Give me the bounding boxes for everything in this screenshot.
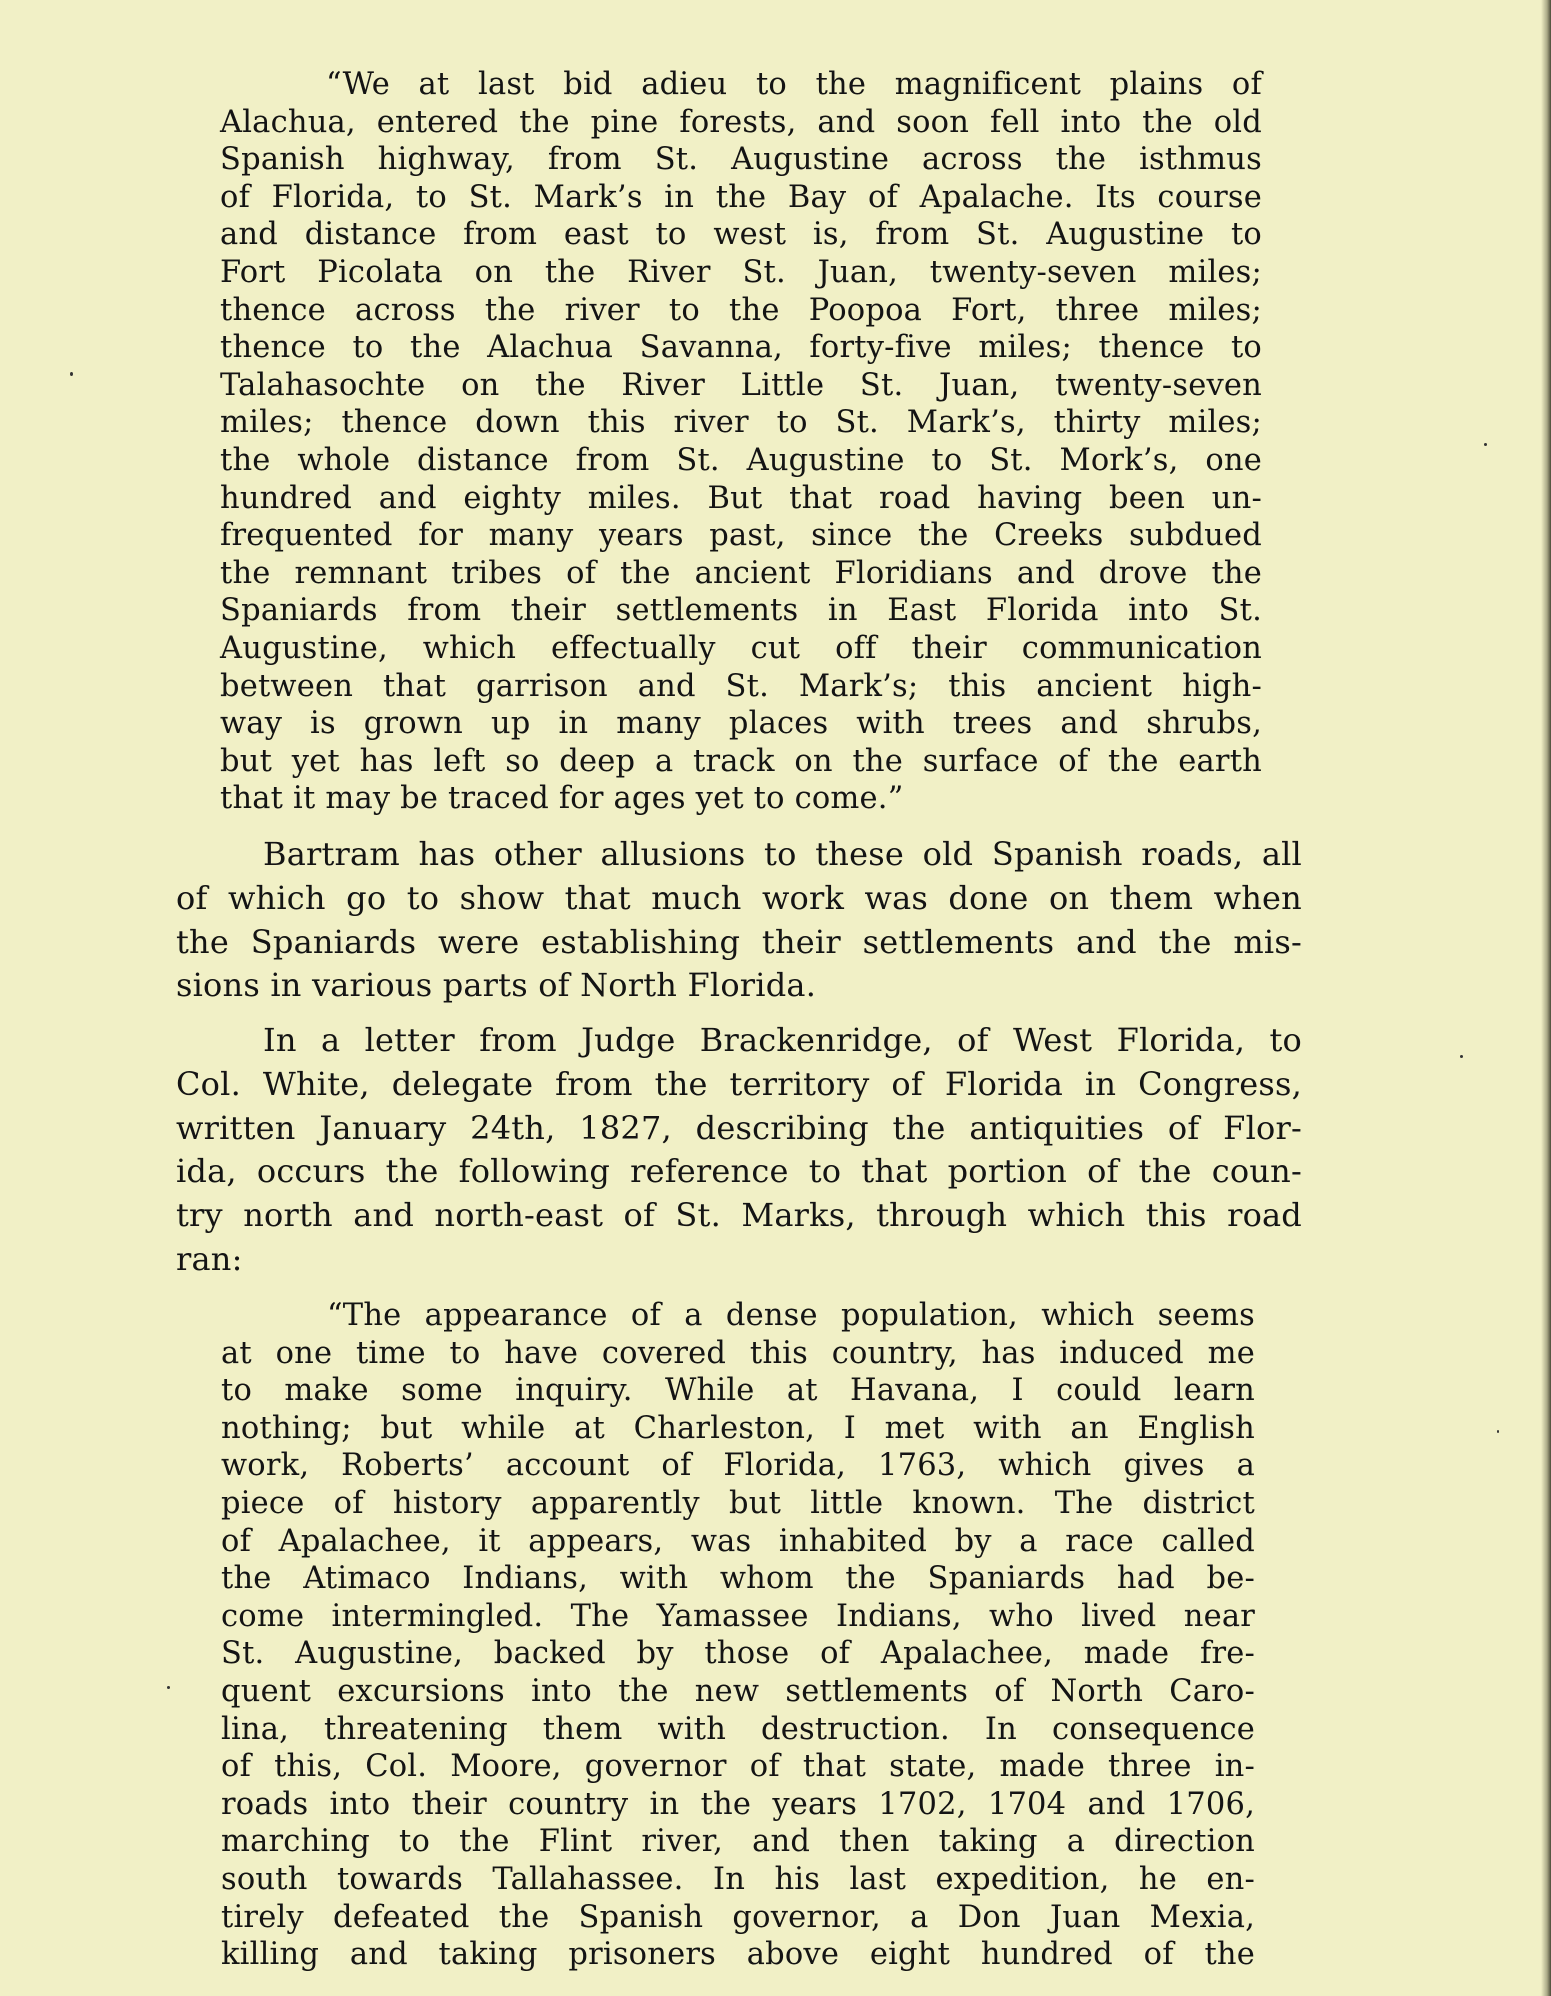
text-line: work, Roberts’ account of Florida, 1763, which gives a — [221, 1448, 1255, 1484]
scan-speck — [70, 372, 73, 376]
paragraph-brackenridge-letter — [176, 1019, 1302, 1282]
text-line: between that garrison and St. Mark’s; this ancient high- — [220, 668, 1262, 704]
text-line: Spaniards from their settlements in East Florida into St. — [220, 593, 1262, 629]
text-line: Col. White, delegate from the territory of Florida in Congress, — [176, 1064, 1302, 1103]
text-line: frequented for many years past, since the Creeks subdued — [220, 518, 1262, 554]
text-line: “We at last bid adieu to the magnificent plains of — [326, 67, 1262, 102]
text-line: In a letter from Judge Brackenridge, of West Florida, to — [263, 1021, 1302, 1059]
text-line: hundred and eighty miles. But that road having been un- — [220, 480, 1262, 516]
text-line: St. Augustine, backed by those of Apalachee, made fre- — [221, 1636, 1255, 1672]
text-line: the Spaniards were establishing their settlements and the mis- — [176, 922, 1302, 961]
text-line: that it may be traced for ages yet to come.” — [220, 781, 904, 817]
text-line: of this, Col. Moore, governor of that state, made three in- — [221, 1749, 1255, 1785]
text-line: to make some inquiry. While at Havana, I could learn — [221, 1373, 1255, 1409]
text-line: at one time to have covered this country, has induced me — [221, 1335, 1255, 1371]
scan-speck — [1497, 1430, 1499, 1433]
text-line: “The appearance of a dense population, which seems — [327, 1298, 1255, 1333]
text-line: roads into their country in the years 1702, 1704 and 1706, — [221, 1786, 1255, 1822]
scan-speck — [1460, 1055, 1463, 1058]
text-line: killing and taking prisoners above eight hundred of the — [221, 1937, 1255, 1973]
text-line: thence to the Alachua Savanna, forty-five miles; thence to — [220, 330, 1262, 366]
text-line: tirely defeated the Spanish governor, a Don Juan Mexia, — [221, 1899, 1255, 1935]
text-line: piece of history apparently but little known. The district — [221, 1485, 1255, 1521]
text-line: nothing; but while at Charleston, I met with an English — [221, 1410, 1255, 1446]
text-line: Alachua, entered the pine forests, and soon fell into the old — [220, 104, 1262, 140]
text-line: Talahasochte on the River Little St. Juan, twenty-seven — [220, 367, 1262, 403]
scan-speck — [1484, 443, 1487, 446]
text-line: Augustine, which effectually cut off their communication — [220, 630, 1262, 666]
text-line: quent excursions into the new settlements of North Caro- — [221, 1673, 1255, 1709]
text-line: come intermingled. The Yamassee Indians, who lived near — [221, 1598, 1255, 1634]
text-line: of which go to show that much work was done on them when — [176, 878, 1302, 917]
text-line: thence across the river to the Poopoa Fort, three miles; — [220, 292, 1262, 328]
text-line: way is grown up in many places with trees and shrubs, — [220, 706, 1262, 742]
page-edge-shadow — [1541, 0, 1551, 1996]
text-line: ran: — [176, 1239, 243, 1278]
text-line: miles; thence down this river to St. Mark’s, thirty miles; — [220, 405, 1262, 441]
block-quote-brackenridge — [221, 1297, 1255, 1974]
text-line: written January 24th, 1827, describing the antiquities of Flor- — [176, 1108, 1302, 1147]
text-line: try north and north-east of St. Marks, through which this road — [176, 1196, 1302, 1235]
scan-speck — [167, 1686, 170, 1689]
paragraph-bartram-roads — [176, 833, 1302, 1008]
text-line: south towards Tallahassee. In his last expedition, he en- — [221, 1861, 1255, 1897]
text-line: and distance from east to west is, from St. Augustine to — [220, 217, 1262, 253]
block-quote-bartram — [220, 66, 1262, 818]
text-line: but yet has left so deep a track on the surface of the earth — [220, 743, 1262, 779]
text-line: sions in various parts of North Florida. — [176, 966, 817, 1005]
text-line: the Atimaco Indians, with whom the Spaniards had be- — [221, 1561, 1255, 1597]
text-line: of Florida, to St. Mark’s in the Bay of Apalache. Its course — [220, 179, 1262, 215]
text-line: Spanish highway, from St. Augustine across the isthmus — [220, 142, 1262, 178]
text-line: the whole distance from St. Augustine to St. Mork’s, one — [220, 442, 1262, 478]
text-line: Bartram has other allusions to these old Spanish roads, all — [263, 835, 1302, 873]
text-line: the remnant tribes of the ancient Floridians and drove the — [220, 555, 1262, 591]
text-line: lina, threatening them with destruction. In consequence — [221, 1711, 1255, 1747]
text-line: of Apalachee, it appears, was inhabited by a race called — [221, 1523, 1255, 1559]
text-line: marching to the Flint river, and then taking a direction — [221, 1824, 1255, 1860]
text-line: ida, occurs the following reference to that portion of the coun- — [176, 1152, 1302, 1191]
text-line: Fort Picolata on the River St. Juan, twenty-seven miles; — [220, 254, 1262, 290]
